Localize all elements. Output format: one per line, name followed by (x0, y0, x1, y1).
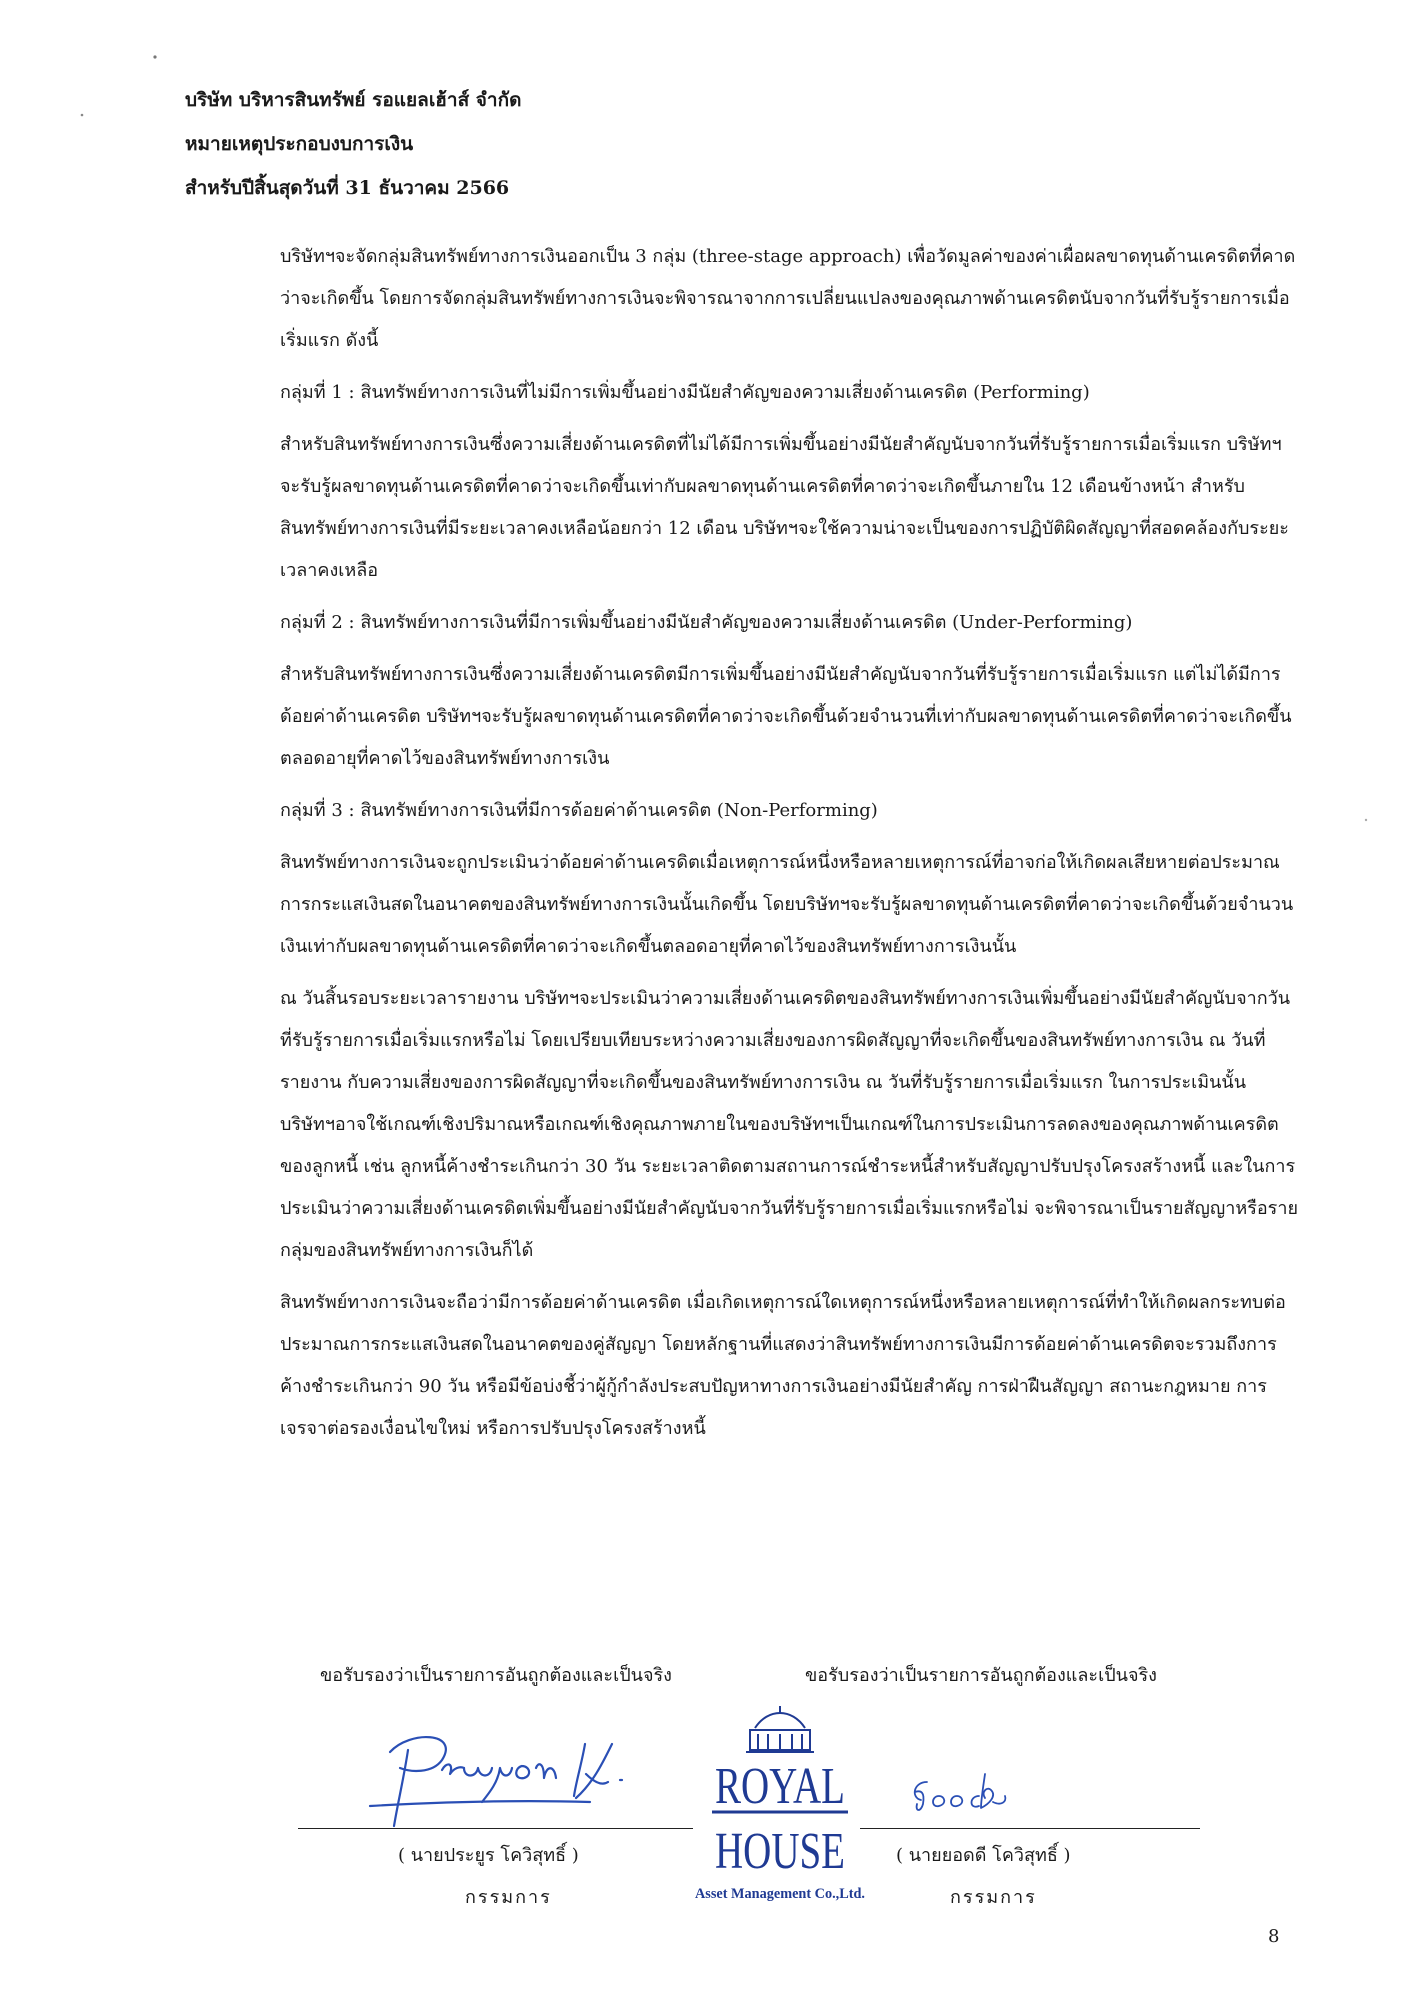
company-name: บริษัท บริหารสินทรัพย์ รอแยลเฮ้าส์ จำกัด (185, 89, 522, 111)
left-signature-line (298, 1828, 693, 1829)
left-signatory-title: กรรมการ (465, 1887, 552, 1908)
right-handwritten-signature (905, 1768, 1015, 1826)
left-certification-text: ขอรับรองว่าเป็นรายการอันถูกต้องและเป็นจริง (320, 1665, 672, 1686)
group1-heading: กลุ่มที่ 1 : สินทรัพย์ทางการเงินที่ไม่มีการเพิ่มขึ้นอย่างมีนัยสำคัญของความเสี่ยงด้านเครดิต (Performing) (280, 382, 1090, 403)
intro-paragraph: บริษัทฯจะจัดกลุ่มสินทรัพย์ทางการเงินออกเป็น 3 กลุ่ม (three-stage approach) เพื่อวัดมูลค่าของค่าเผื่อผลขาดทุนด้านเครดิตที่คาดว่าจะเกิดขึ้น โดยการจัดกลุ่มสินทรัพย์ทางการเงินจะพิจารณาจากการเปลี่ยนแปลงของคุณภาพด้านเครดิตนับจากวันที่รับรู้รายการเมื่อเริ่มแรก ดังนี้ (280, 246, 1296, 351)
right-signatory-name: ( นายยอดดี โควิสุทธิ์ ) (896, 1845, 1071, 1866)
group3-heading: กลุ่มที่ 3 : สินทรัพย์ทางการเงินที่มีการด้อยค่าด้านเครดิต (Non-Performing) (280, 800, 878, 821)
group2-body: สำหรับสินทรัพย์ทางการเงินซึ่งความเสี่ยงด้านเครดิตมีการเพิ่มขึ้นอย่างมีนัยสำคัญนับจากวันที่รับรู้รายการเมื่อเริ่มแรก แต่ไม่ได้มีการด้อยค่าด้านเครดิต บริษัทฯจะรับรู้ผลขาดทุนด้านเครดิตที่คาดว่าจะเกิดขึ้นด้วยจำนวนที่เท่ากับผลขาดทุนด้านเครดิตที่คาดว่าจะเกิดขึ้นตลอดอายุที่คาดไว้ของสินทรัพย์ทางการเงิน (280, 664, 1292, 769)
stamp-line1: ROYAL (715, 1758, 845, 1815)
stamp-line2: HOUSE (715, 1823, 845, 1880)
group1-body: สำหรับสินทรัพย์ทางการเงินซึ่งความเสี่ยงด้านเครดิตที่ไม่ได้มีการเพิ่มขึ้นอย่างมีนัยสำคัญนับจากวันที่รับรู้รายการเมื่อเริ่มแรก บริษัทฯจะรับรู้ผลขาดทุนด้านเครดิตที่คาดว่าจะเกิดขึ้นเท่ากับผลขาดทุนด้านเครดิตที่คาดว่าจะเกิดขึ้นภายใน 12 เดือนข้างหน้า สำหรับสินทรัพย์ทางการเงินที่มีระยะเวลาคงเหลือน้อยกว่า 12 เดือน บริษัทฯจะใช้ความน่าจะเป็นของการปฏิบัติผิดสัญญาที่สอดคล้องกับระยะเวลาคงเหลือ (280, 434, 1289, 581)
company-logo-stamp (690, 1700, 870, 1940)
stamp-line3: Asset Management Co.,Ltd. (695, 1886, 866, 1902)
document-subtitle: หมายเหตุประกอบงบการเงิน (185, 133, 414, 155)
assessment-paragraph: ณ วันสิ้นรอบระยะเวลารายงาน บริษัทฯจะประเมินว่าความเสี่ยงด้านเครดิตของสินทรัพย์ทางการเงินเพิ่มขึ้นอย่างมีนัยสำคัญนับจากวันที่รับรู้รายการเมื่อเริ่มแรกหรือไม่ โดยเปรียบเทียบระหว่างความเสี่ยงของการผิดสัญญาที่จะเกิดขึ้นของสินทรัพย์ทางการเงิน ณ วันที่รายงาน กับความเสี่ยงของการผิดสัญญาที่จะเกิดขึ้นของสินทรัพย์ทางการเงิน ณ วันที่รับรู้รายการเมื่อเริ่มแรก ในการประเมินนั้นบริษัทฯอาจใช้เกณฑ์เชิงปริมาณหรือเกณฑ์เชิงคุณภาพภายในของบริษัทฯเป็นเกณฑ์ในการประเมินการลดลงของคุณภาพด้านเครดิตของลูกหนี้ เช่น ลูกหนี้ค้างชำระเกินกว่า 30 วัน ระยะเวลาติดตามสถานการณ์ชำระหนี้สำหรับสัญญาปรับปรุงโครงสร้างหนี้ และในการประเมินว่าความเสี่ยงด้านเครดิตเพิ่มขึ้นอย่างมีนัยสำคัญนับจากวันที่รับรู้รายการเมื่อเริ่มแรกหรือไม่ จะพิจารณาเป็นรายสัญญาหรือรายกลุ่มของสินทรัพย์ทางการเงินก็ได้ (280, 988, 1299, 1261)
page-number: 8 (1268, 1926, 1280, 1947)
notes-body (280, 236, 1300, 1460)
right-signature-line (860, 1828, 1200, 1829)
left-handwritten-signature (350, 1722, 630, 1832)
impairment-paragraph: สินทรัพย์ทางการเงินจะถือว่ามีการด้อยค่าด้านเครดิต เมื่อเกิดเหตุการณ์ใดเหตุการณ์หนึ่งหรือหลายเหตุการณ์ที่ทำให้เกิดผลกระทบต่อประมาณการกระแสเงินสดในอนาคตของคู่สัญญา โดยหลักฐานที่แสดงว่าสินทรัพย์ทางการเงินมีการด้อยค่าด้านเครดิตจะรวมถึงการค้างชำระเกินกว่า 90 วัน หรือมีข้อบ่งชี้ว่าผู้กู้กำลังประสบปัญหาทางการเงินอย่างมีนัยสำคัญ การฝ่าฝืนสัญญา สถานะกฎหมาย การเจรจาต่อรองเงื่อนไขใหม่ หรือการปรับปรุงโครงสร้างหนี้ (280, 1292, 1286, 1439)
reporting-period: สำหรับปีสิ้นสุดวันที่ 31 ธันวาคม 2566 (185, 177, 510, 199)
right-signatory-title: กรรมการ (950, 1887, 1037, 1908)
group2-heading: กลุ่มที่ 2 : สินทรัพย์ทางการเงินที่มีการเพิ่มขึ้นอย่างมีนัยสำคัญของความเสี่ยงด้านเครดิต (Under-Performing) (280, 612, 1133, 633)
group3-body: สินทรัพย์ทางการเงินจะถูกประเมินว่าด้อยค่าด้านเครดิตเมื่อเหตุการณ์หนึ่งหรือหลายเหตุการณ์ที่อาจก่อให้เกิดผลเสียหายต่อประมาณการกระแสเงินสดในอนาคตของสินทรัพย์ทางการเงินนั้นเกิดขึ้น โดยบริษัทฯจะรับรู้ผลขาดทุนด้านเครดิตที่คาดว่าจะเกิดขึ้นด้วยจำนวนเงินเท่ากับผลขาดทุนด้านเครดิตที่คาดว่าจะเกิดขึ้นตลอดอายุที่คาดไว้ของสินทรัพย์ทางการเงินนั้น (280, 852, 1294, 957)
signature-section (0, 1660, 1414, 1960)
document-header (185, 78, 521, 210)
right-certification-text: ขอรับรองว่าเป็นรายการอันถูกต้องและเป็นจริง (805, 1665, 1157, 1686)
left-signatory-name: ( นายประยูร โควิสุทธิ์ ) (398, 1845, 579, 1866)
